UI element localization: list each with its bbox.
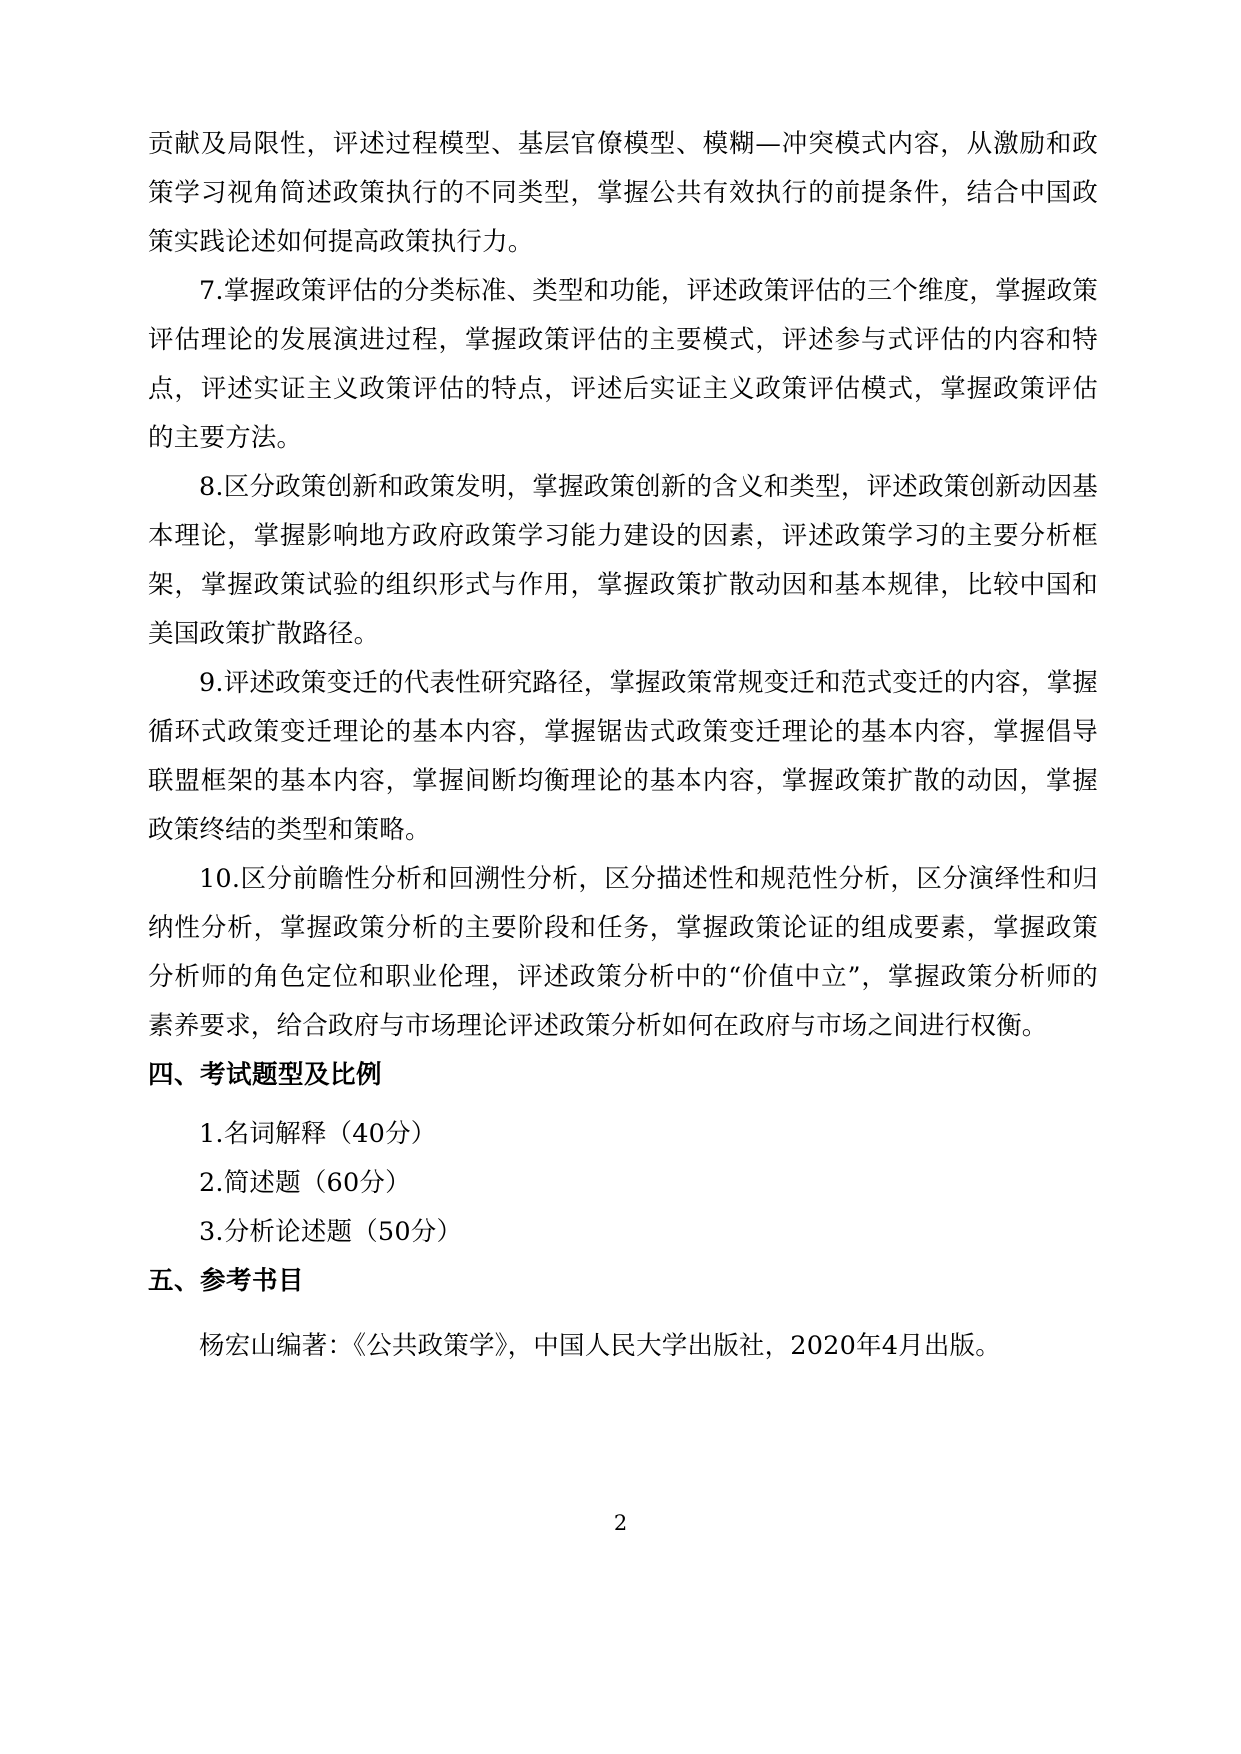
reference-entry-1: 杨宏山编著：《公共政策学》，中国人民大学出版社，2020年4月出版。	[199, 1331, 1001, 1361]
exam-format-item-2: 2.简述题（60分）	[199, 1168, 411, 1198]
paragraph-item-9: 9.评述政策变迁的代表性研究路径，掌握政策常规变迁和范式变迁的内容，掌握循环式政策变迁理论的基本内容，掌握锯齿式政策变迁理论的基本内容，掌握倡导联盟框架的基本内容，掌握间断均衡理论的基本内容，掌握政策扩散的动因，掌握政策终结的类型和策略。	[148, 668, 1098, 845]
spacer	[148, 1100, 1098, 1110]
page-content	[148, 120, 1098, 1371]
paragraph-item-10: 10.区分前瞻性分析和回溯性分析，区分描述性和规范性分析，区分演绎性和归纳性分析，掌握政策分析的主要阶段和任务，掌握政策论证的组成要素，掌握政策分析师的角色定位和职业伦理，评述政策分析中的“价值中立”，掌握政策分析师的素养要求，给合政府与市场理论评述政策分析如何在政府与市场之间进行权衡。	[148, 864, 1098, 1041]
exam-format-item-3: 3.分析论述题（50分）	[199, 1217, 463, 1247]
spacer	[148, 1306, 1098, 1322]
section-heading-exam-format: 四、考试题型及比例	[148, 1060, 383, 1090]
page-number: 2	[613, 1511, 628, 1535]
paragraph-item-6-continued: 贡献及局限性，评述过程模型、基层官僚模型、模糊—冲突模式内容，从激励和政策学习视角简述政策执行的不同类型，掌握公共有效执行的前提条件，结合中国政策实践论述如何提高政策执行力。	[148, 129, 1098, 257]
paragraph-item-7: 7.掌握政策评估的分类标准、类型和功能，评述政策评估的三个维度，掌握政策评估理论的发展演进过程，掌握政策评估的主要模式，评述参与式评估的内容和特点，评述实证主义政策评估的特点，评述后实证主义政策评估模式，掌握政策评估的主要方法。	[148, 276, 1098, 453]
paragraph-item-8: 8.区分政策创新和政策发明，掌握政策创新的含义和类型，评述政策创新动因基本理论，掌握影响地方政府政策学习能力建设的因素，评述政策学习的主要分析框架，掌握政策试验的组织形式与作用，掌握政策扩散动因和基本规律，比较中国和美国政策扩散路径。	[148, 472, 1098, 649]
section-heading-references: 五、参考书目	[148, 1266, 305, 1296]
exam-format-item-1: 1.名词解释（40分）	[199, 1119, 437, 1149]
